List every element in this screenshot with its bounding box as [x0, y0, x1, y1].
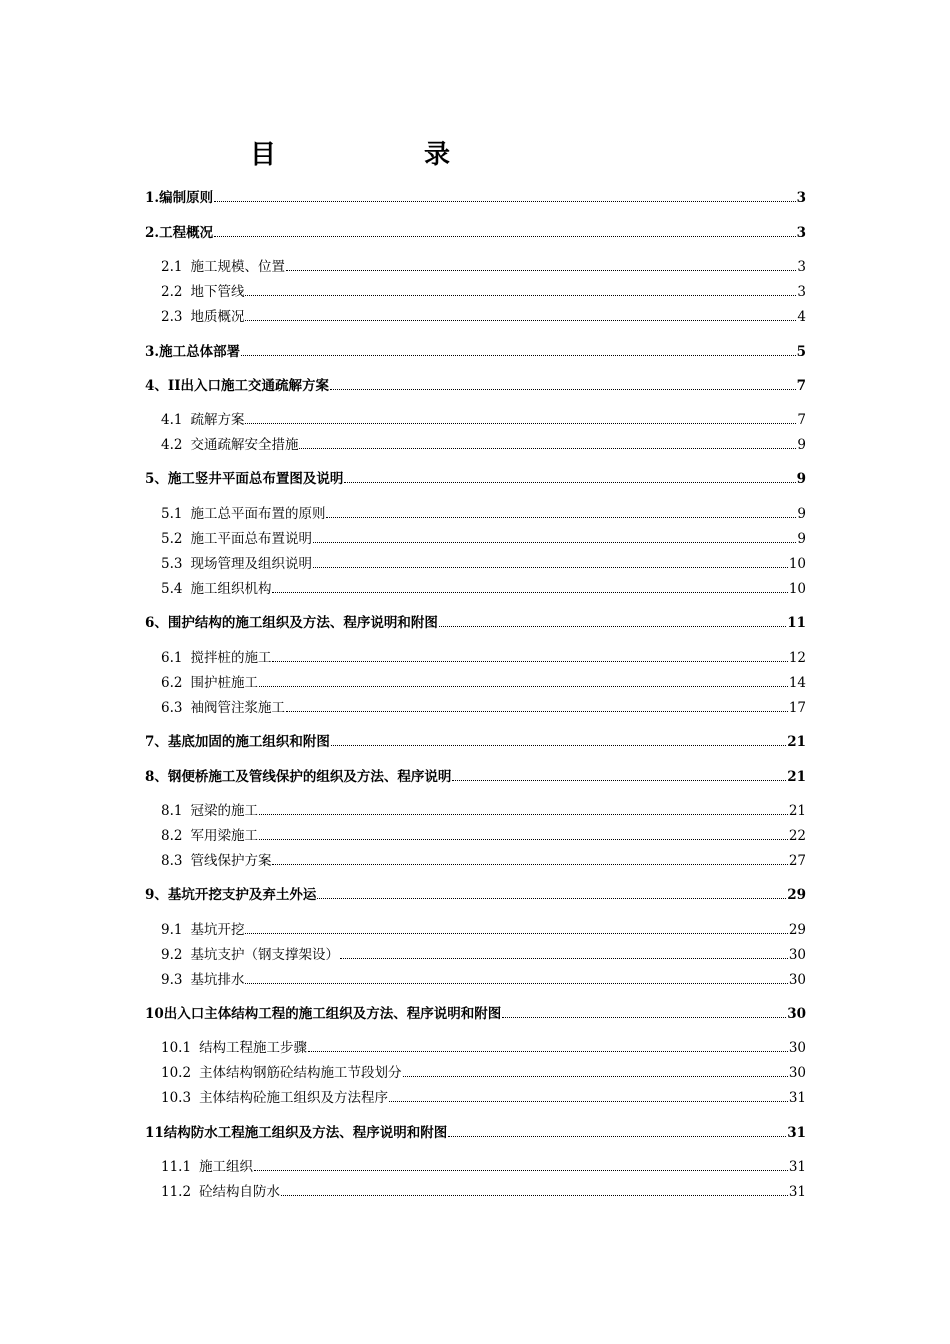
toc-dot-leader [326, 517, 796, 518]
toc-entry-page-number: 10 [788, 581, 806, 597]
toc-entry-number: 9.3 [161, 972, 183, 988]
toc-entry-subsection[interactable] [145, 408, 806, 428]
toc-entry-section[interactable] [145, 340, 806, 360]
toc-entry-number: 2.3 [161, 309, 183, 325]
toc-entry-subsection[interactable] [145, 696, 806, 716]
toc-dot-leader [214, 236, 796, 237]
toc-entry-section[interactable] [145, 765, 806, 785]
toc-entry-number: 7、 [145, 734, 168, 750]
toc-dot-leader [439, 626, 786, 627]
toc-entry-number: 2.1 [161, 259, 183, 275]
toc-entry-page-number: 31 [788, 1184, 806, 1200]
toc-entry-number: 4.1 [161, 412, 183, 428]
toc-entry-subsection[interactable] [145, 799, 806, 819]
toc-entry-subsection[interactable] [145, 1155, 806, 1175]
toc-dot-leader [281, 1195, 788, 1196]
toc-entry-page-number: 7 [796, 378, 806, 394]
toc-entry-page-number: 3 [797, 284, 806, 300]
toc-dot-leader [286, 711, 788, 712]
toc-entry-page-number: 30 [787, 1006, 806, 1022]
toc-entry-title: 基底加固的施工组织和附图 [167, 734, 330, 750]
toc-entry-title: 基坑排水 [190, 972, 245, 988]
toc-entry-subsection[interactable] [145, 502, 806, 522]
toc-entry-subsection[interactable] [145, 280, 806, 300]
toc-entry-subsection[interactable] [145, 943, 806, 963]
toc-dot-leader [214, 201, 796, 202]
toc-entry-title: 出入口主体结构工程的施工组织及方法、程序说明和附图 [163, 1006, 502, 1022]
toc-entry-title: 主体结构钢筋砼结构施工节段划分 [199, 1065, 402, 1081]
toc-dot-leader [448, 1136, 786, 1137]
toc-entry-title: 交通疏解安全措施 [190, 437, 299, 453]
toc-dot-leader [245, 320, 796, 321]
toc-dot-leader [313, 542, 796, 543]
toc-entry-number: 11.1 [161, 1159, 192, 1175]
toc-entry-number: 9.2 [161, 947, 183, 963]
toc-entry-number: 5.2 [161, 531, 183, 547]
toc-entry-subsection[interactable] [145, 968, 806, 988]
toc-entry-title: 围护结构的施工组织及方法、程序说明和附图 [167, 615, 438, 631]
toc-entry-page-number: 9 [797, 437, 806, 453]
toc-entry-page-number: 30 [788, 972, 806, 988]
toc-entry-page-number: 21 [788, 803, 806, 819]
toc-entry-section[interactable] [145, 221, 806, 241]
toc-entry-subsection[interactable] [145, 1036, 806, 1056]
toc-entry-title: 结构工程施工步骤 [199, 1040, 308, 1056]
toc-dot-leader [330, 389, 796, 390]
toc-dot-leader [308, 1051, 788, 1052]
toc-entry-number: 8.2 [161, 828, 183, 844]
toc-dot-leader [245, 423, 796, 424]
toc-dot-leader [502, 1017, 786, 1018]
toc-entry-subsection[interactable] [145, 527, 806, 547]
toc-entry-subsection[interactable] [145, 849, 806, 869]
toc-entry-number: 5.3 [161, 556, 183, 572]
toc-entry-page-number: 3 [796, 190, 806, 206]
toc-entry-number: 11 [145, 1125, 164, 1141]
toc-entry-number: 6.3 [161, 700, 183, 716]
toc-dot-leader [259, 686, 788, 687]
toc-entry-number: 5.1 [161, 506, 183, 522]
toc-entry-title: 工程概况 [159, 225, 214, 241]
toc-entry-page-number: 9 [797, 531, 806, 547]
toc-entry-page-number: 21 [787, 734, 806, 750]
toc-entry-title: 施工总平面布置的原则 [190, 506, 326, 522]
toc-entry-title: 疏解方案 [190, 412, 245, 428]
toc-dot-leader [259, 814, 788, 815]
toc-entry-number: 8、 [145, 769, 168, 785]
toc-entry-page-number: 29 [788, 922, 806, 938]
toc-entry-subsection[interactable] [145, 255, 806, 275]
toc-entry-page-number: 4 [797, 309, 806, 325]
toc-title [250, 134, 450, 170]
toc-entry-section[interactable] [145, 1121, 806, 1141]
toc-entry-number: 9、 [145, 887, 168, 903]
toc-entry-number: 2.2 [161, 284, 183, 300]
toc-entry-page-number: 27 [788, 853, 806, 869]
toc-entry-page-number: 14 [788, 675, 806, 691]
toc-entry-title: 施工规模、位置 [190, 259, 285, 275]
toc-entry-title: 军用梁施工 [190, 828, 258, 844]
toc-entry-title: 袖阀管注浆施工 [190, 700, 285, 716]
toc-entry-page-number: 31 [788, 1090, 806, 1106]
toc-entry-page-number: 31 [787, 1125, 806, 1141]
toc-entry-title: 主体结构砼施工组织及方法程序 [199, 1090, 389, 1106]
toc-entry-title: 地下管线 [190, 284, 245, 300]
toc-dot-leader [241, 355, 796, 356]
toc-dot-leader [245, 983, 787, 984]
toc-entry-section[interactable] [145, 186, 806, 206]
toc-entry-page-number: 30 [788, 947, 806, 963]
toc-entry-page-number: 10 [788, 556, 806, 572]
toc-entry-title: 施工竖井平面总布置图及说明 [167, 471, 344, 487]
toc-entry-number: 6.1 [161, 650, 183, 666]
toc-entry-section[interactable] [145, 467, 806, 487]
toc-entry-section[interactable] [145, 730, 806, 750]
toc-dot-leader [344, 482, 795, 483]
toc-entry-page-number: 30 [788, 1040, 806, 1056]
toc-entry-number: 3. [145, 344, 160, 360]
toc-dot-leader [317, 898, 786, 899]
toc-entry-number: 9.1 [161, 922, 183, 938]
toc-entry-title: 基坑开挖 [190, 922, 245, 938]
toc-dot-leader [272, 661, 787, 662]
toc-entry-page-number: 3 [797, 259, 806, 275]
toc-entry-title: 基坑支护（钢支撑架设） [190, 947, 339, 963]
toc-entry-subsection[interactable] [145, 552, 806, 572]
toc-entry-subsection[interactable] [145, 1086, 806, 1106]
toc-dot-leader [259, 839, 788, 840]
toc-entry-title: 施工组织 [199, 1159, 254, 1175]
toc-entry-page-number: 9 [797, 506, 806, 522]
toc-entry-title: 搅拌桩的施工 [190, 650, 272, 666]
toc-entry-title: 地质概况 [190, 309, 245, 325]
toc-entry-title: 施工平面总布置说明 [190, 531, 312, 547]
toc-dot-leader [299, 448, 796, 449]
toc-entry-number: 10.3 [161, 1090, 192, 1106]
toc-entry-subsection[interactable] [145, 671, 806, 691]
toc-title-char-1: 目 [250, 139, 277, 170]
toc-entry-subsection[interactable] [145, 918, 806, 938]
toc-dot-leader [245, 295, 796, 296]
toc-entry-title: 编制原则 [159, 190, 214, 206]
toc-entry-number: 4.2 [161, 437, 183, 453]
toc-entry-title: 管线保护方案 [190, 853, 272, 869]
toc-entry-page-number: 5 [796, 344, 806, 360]
toc-title-char-2: 录 [423, 139, 450, 170]
toc-entry-number: 5、 [145, 471, 168, 487]
toc-dot-leader [272, 864, 787, 865]
toc-entry-subsection[interactable] [145, 1180, 806, 1200]
toc-entry-number: 11.2 [161, 1184, 192, 1200]
toc-dot-leader [340, 958, 788, 959]
toc-dot-leader [313, 567, 788, 568]
toc-entry-subsection[interactable] [145, 577, 806, 597]
toc-entry-page-number: 12 [788, 650, 806, 666]
toc-entry-subsection[interactable] [145, 1061, 806, 1081]
toc-dot-leader [331, 745, 786, 746]
toc-entry-title: 砼结构自防水 [199, 1184, 281, 1200]
toc-entry-title: 基坑开挖支护及弃土外运 [167, 887, 317, 903]
toc-entry-number: 10.2 [161, 1065, 192, 1081]
toc-dot-leader [452, 780, 786, 781]
toc-entry-page-number: 30 [788, 1065, 806, 1081]
toc-entry-number: 4、 [145, 378, 168, 394]
toc-entry-page-number: 3 [796, 225, 806, 241]
toc-entry-title: II出入口施工交通疏解方案 [167, 378, 330, 394]
toc-entry-title: 施工总体部署 [159, 344, 241, 360]
toc-entry-page-number: 9 [796, 471, 806, 487]
toc-entry-subsection[interactable] [145, 646, 806, 666]
toc-entry-number: 6、 [145, 615, 168, 631]
toc-dot-leader [389, 1101, 788, 1102]
toc-entry-title: 冠梁的施工 [190, 803, 258, 819]
toc-dot-leader [254, 1170, 788, 1171]
toc-entry-number: 8.3 [161, 853, 183, 869]
toc-entry-number: 10.1 [161, 1040, 192, 1056]
toc-entry-title: 施工组织机构 [190, 581, 272, 597]
toc-entry-subsection[interactable] [145, 305, 806, 325]
toc-entry-section[interactable] [145, 611, 806, 631]
toc-entry-number: 2. [145, 225, 160, 241]
toc-entry-page-number: 21 [787, 769, 806, 785]
toc-entry-page-number: 7 [797, 412, 806, 428]
toc-entry-page-number: 31 [788, 1159, 806, 1175]
toc-entry-title: 钢便桥施工及管线保护的组织及方法、程序说明 [167, 769, 452, 785]
toc-entry-section[interactable] [145, 374, 806, 394]
toc-entry-subsection[interactable] [145, 824, 806, 844]
toc-dot-leader [245, 933, 787, 934]
toc-entry-page-number: 22 [788, 828, 806, 844]
toc-entry-page-number: 29 [787, 887, 806, 903]
toc-entry-section[interactable] [145, 1002, 806, 1022]
toc-entry-number: 8.1 [161, 803, 183, 819]
toc-entry-number: 6.2 [161, 675, 183, 691]
toc-entry-number: 10 [145, 1006, 164, 1022]
toc-dot-leader [272, 592, 787, 593]
toc-entry-page-number: 17 [788, 700, 806, 716]
toc-entry-number: 1. [145, 190, 160, 206]
toc-entry-page-number: 11 [787, 615, 806, 631]
toc-entry-section[interactable] [145, 883, 806, 903]
toc-dot-leader [403, 1076, 788, 1077]
toc-entry-subsection[interactable] [145, 433, 806, 453]
toc-entry-number: 5.4 [161, 581, 183, 597]
toc-entry-title: 结构防水工程施工组织及方法、程序说明和附图 [163, 1125, 448, 1141]
toc-dot-leader [286, 270, 796, 271]
toc-entry-title: 现场管理及组织说明 [190, 556, 312, 572]
toc-entry-title: 围护桩施工 [190, 675, 258, 691]
